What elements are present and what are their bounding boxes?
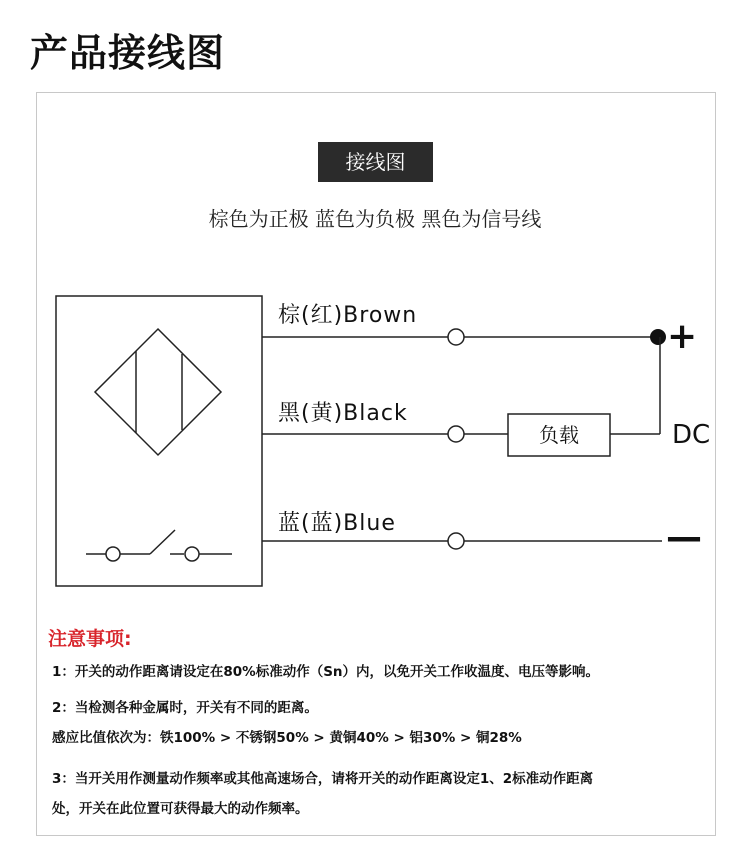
terminal-black	[448, 426, 464, 442]
note-item: 感应比值依次为：铁100% > 不锈钢50% > 黄铜40% > 铝30% > 铜28%	[52, 730, 522, 746]
negative-terminal-label: —	[666, 517, 702, 558]
dc-label: DC	[672, 420, 711, 450]
switch-icon	[86, 530, 232, 561]
sensor-symbol-icon	[95, 329, 221, 455]
note-item: 3：当开关用作测量动作频率或其他高速场合，请将开关的动作距离设定1、2标准动作距离	[52, 771, 594, 787]
note-item: 1：开关的动作距离请设定在80%标准动作（Sn）内，以免开关工作收温度、电压等影响。	[52, 664, 600, 680]
junction-dot	[650, 329, 666, 345]
terminal-brown	[448, 329, 464, 345]
wire-label-black: 黑(黄)Black	[278, 401, 408, 426]
wire-label-blue: 蓝(蓝)Blue	[278, 511, 396, 536]
note-item: 2：当检测各种金属时，开关有不同的距离。	[52, 700, 318, 716]
wire-brown	[262, 329, 666, 345]
wire-label-brown: 棕(红)Brown	[278, 303, 418, 328]
note-item: 处，开关在此位置可获得最大的动作频率。	[52, 801, 309, 817]
positive-terminal-label: +	[667, 316, 698, 357]
notes-title: 注意事项:	[48, 628, 132, 650]
diagram-badge: 接线图	[318, 142, 433, 182]
sensor-box	[56, 296, 262, 586]
terminal-blue	[448, 533, 464, 549]
load-label: 负载	[539, 423, 579, 447]
page-title: 产品接线图	[30, 31, 226, 75]
wire-color-legend: 棕色为正极 蓝色为负极 黑色为信号线	[208, 207, 542, 231]
